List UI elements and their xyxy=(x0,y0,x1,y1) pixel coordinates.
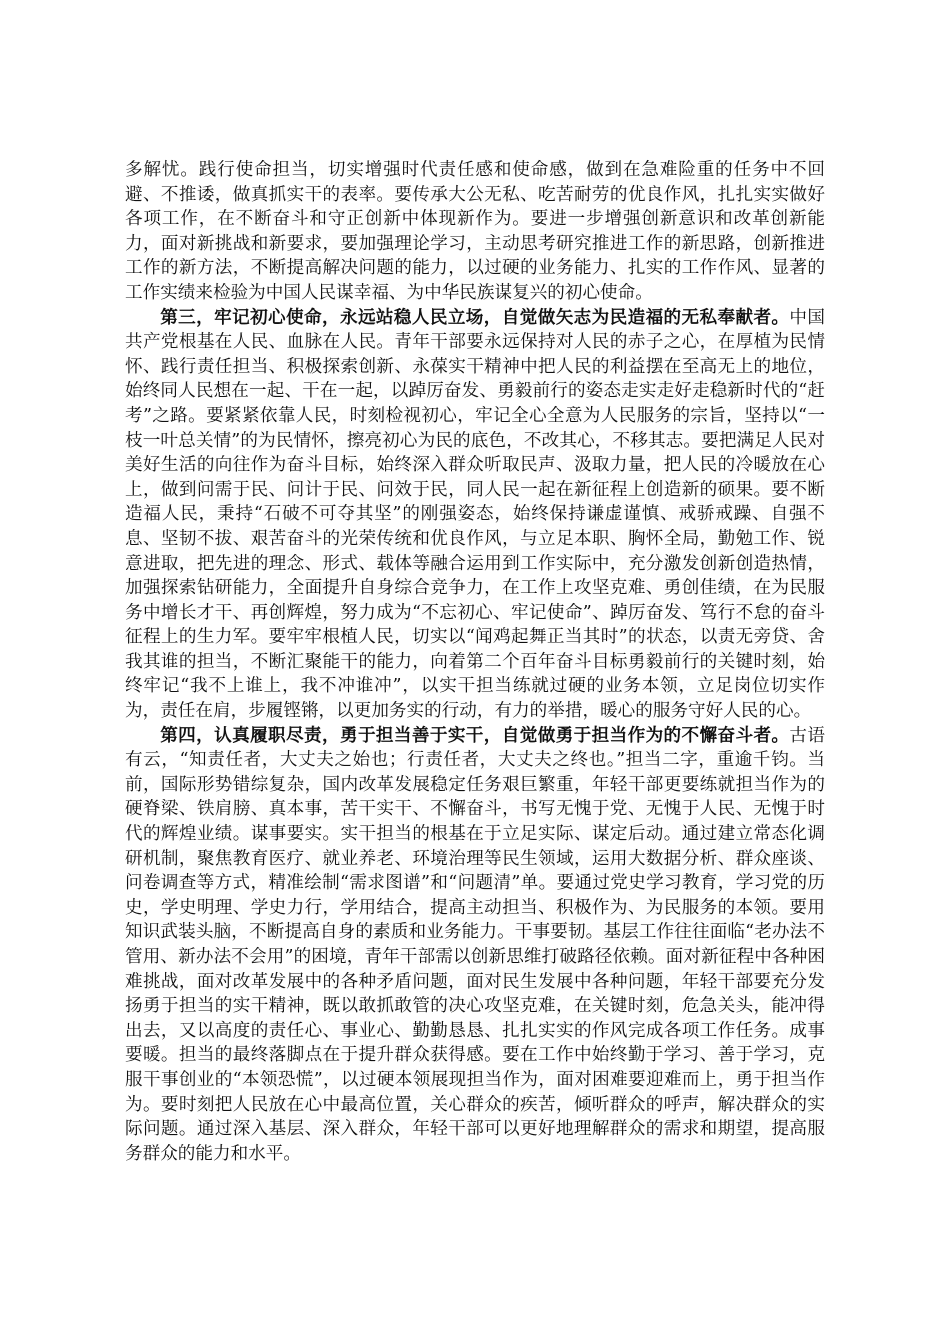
document-page xyxy=(125,158,825,1166)
paragraph-continuation xyxy=(125,158,825,306)
paragraph-third-point xyxy=(125,306,825,724)
paragraph-fourth-point xyxy=(125,724,825,1167)
paragraph-text: 中国共产党根基在人民、血脉在人民。青年干部要永远保持对人民的赤子之心，在厚植为民情怀、践行责任担当、积极探索创新、永葆实干精神中把人民的利益摆在至高无上的地位，始终同人民想在一起、干在一起，以踔厉奋发、勇毅前行的姿态走实走好走稳新时代的“赶考”之路。要紧紧依靠人民，时刻检视初心，牢记全心全意为人民服务的宗旨，坚持以“一枝一叶总关情”的为民情怀，擦亮初心为民的底色，不改其心，不移其志。要把满足人民对美好生活的向往作为奋斗目标，始终深入群众听取民声、汲取力量，把人民的冷暖放在心上，做到问需于民、问计于民、问效于民，同人民一起在新征程上创造新的硕果。要不断造福人民，秉持“石破不可夺其坚”的刚强姿态，始终保持谦虚谨慎、戒骄戒躁、自强不息、坚韧不拔、艰苦奋斗的光荣传统和优良作风，与立足本职、胸怀全局，勤勉工作、锐意进取，把先进的理念、形式、载体等融合运用到工作实际中，充分激发创新创造热情，加强探索钻研能力，全面提升自身综合竞争力，在工作上攻坚克难、勇创佳绩，在为民服务中增长才干、再创辉煌，努力成为“不忘初心、牢记使命”、踔厉奋发、笃行不怠的奋斗征程上的生力军。要牢牢根植人民，切实以“闻鸡起舞正当其时”的状态，以责无旁贷、舍我其谁的担当，不断汇聚能干的能力，向着第二个百年奋斗目标勇毅前行的关键时刻，始终牢记“我不上谁上，我不冲谁冲”，以实干担当练就过硬的业务本领，立足岗位切实作为，责任在肩，步履铿锵，以更加务实的行动，有力的举措，暖心的服务守好人民的心。 xyxy=(125,307,825,722)
paragraph-heading: 第三，牢记初心使命，永远站稳人民立场，自觉做矢志为民造福的无私奉献者。 xyxy=(160,306,790,328)
paragraph-heading: 第四，认真履职尽责，勇于担当善于实干，自觉做勇于担当作为的不懈奋斗者。 xyxy=(160,724,790,746)
paragraph-text: 多解忧。践行使命担当，切实增强时代责任感和使命感，做到在急难险重的任务中不回避、不推诿，做真抓实干的表率。要传承大公无私、吃苦耐劳的优良作风，扎扎实实做好各项工作，在不断奋斗和守正创新中体现新作为。要进一步增强创新意识和改革创新能力，面对新挑战和新要求，要加强理论学习，主动思考研究推进工作的新思路，创新推进工作的新方法，不断提高解决问题的能力，以过硬的业务能力、扎实的工作作风、显著的工作实绩来检验为中国人民谋幸福、为中华民族谋复兴的初心使命。 xyxy=(125,160,825,303)
paragraph-text: 古语有云，“知责任者，大丈夫之始也；行责任者，大丈夫之终也。”担当二字，重逾千钧。当前，国际形势错综复杂，国内改革发展稳定任务艰巨繁重，年轻干部更要练就担当作为的硬脊梁、铁肩膀、真本事，苦干实干、不懈奋斗，书写无愧于党、无愧于人民、无愧于时代的辉煌业绩。谋事要实。实干担当的根基在于立足实际、谋定后动。通过建立常态化调研机制，聚焦教育医疗、就业养老、环境治理等民生领域，运用大数据分析、群众座谈、问卷调查等方式，精准绘制“需求图谱”和“问题清”单。要通过党史学习教育，学习党的历史，学史明理、学史力行，学用结合，提高主动担当、积极作为、为民服务的本领。要用知识武装头脑，不断提高自身的素质和业务能力。干事要韧。基层工作往往面临“老办法不管用、新办法不会用”的困境，青年干部需以创新思维打破路径依赖。面对新征程中各种困难挑战，面对改革发展中的各种矛盾问题，面对民生发展中各种问题，年轻干部要充分发扬勇于担当的实干精神，既以敢抓敢管的决心攻坚克难，在关键时刻，危急关头，能冲得出去，又以高度的责任心、事业心、勤勤恳恳、扎扎实实的作风完成各项工作任务。成事要暖。担当的最终落脚点在于提升群众获得感。要在工作中始终勤于学习、善于学习，克服干事创业的“本领恐慌”，以过硬本领展现担当作为，面对困难要迎难而上，勇于担当作为。要时刻把人民放在心中最高位置，关心群众的疾苦，倾听群众的呼声，解决群众的实际问题。通过深入基层、深入群众，年轻干部可以更好地理解群众的需求和期望，提高服务群众的能力和水平。 xyxy=(125,725,825,1164)
